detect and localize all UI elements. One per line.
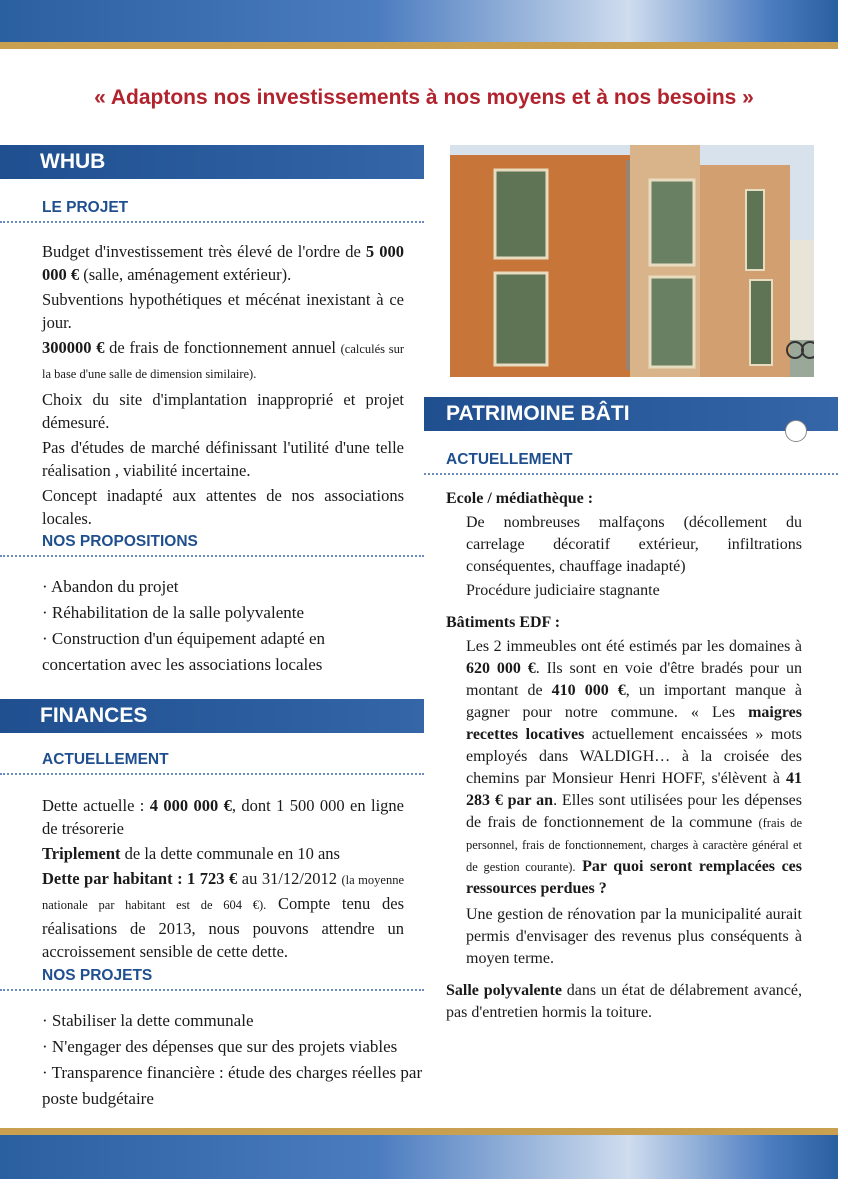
patrimoine-section-header: PATRIMOINE BÂTI [424,397,838,431]
frais-paragraph: 300000 € de frais de fonctionnement annuel (calculés sur la base d'une salle de dimension similaire). [42,338,405,381]
triplement-paragraph: Triplement de la dette communale en 10 ans [42,844,340,863]
salle-paragraph: Salle polyvalente dans un état de délabrement avancé, pas d'entretien hormis la toiture. [446,982,803,1021]
nos-propositions-heading: NOS PROPOSITIONS [0,533,424,557]
list-item: · N'engager des dépenses que sur des projets viables [42,1034,432,1060]
nos-projets-heading: NOS PROJETS [0,967,424,991]
list-item: · Transparence financière : étude des charges réelles par poste budgétaire [42,1060,432,1112]
patrimoine-text [446,488,802,1026]
edf-paragraph: Les 2 immeubles ont été estimés par les domaines à 620 000 €. Ils sont en voie d'être bradés pour un montant de 410 000 €, un important manque à gagner pour notre commune. « Les maigres recettes locatives actuellement encaissées » mots employés dans WALDIGH… à la croisée des chemins par Monsieur Henri HOFF, s'élèvent à 41 283 € par an. Elles sont utilisées pour les dépenses de frais de fonctionnement de la commune (frais de personnel, frais de fonctionnement, charges à caractère général et de gestion courante). Par quoi seront remplacées ces ressources perdues ? [466,638,803,897]
finances-section-header: FINANCES [0,699,424,733]
dette-habitant-paragraph: Dette par habitant : 1 723 € au 31/12/2012 (la moyenne nationale par habitant est de 604 €). Compte tenu des réalisations de 2013, nous pouvons attendre un accroissement sensible de cette dette. [42,869,404,961]
renovation-paragraph: Une gestion de rénovation par la municipalité aurait permis d'envisager des revenus plus conséquents à moyen terme. [466,906,802,967]
propositions-list [42,574,412,678]
whub-projet-text [42,240,404,532]
le-projet-heading: LE PROJET [0,199,424,223]
finances-text [42,794,404,965]
patrimoine-actuellement-heading: ACTUELLEMENT [424,451,838,475]
top-decorative-band [0,0,838,49]
finances-actuellement-heading: ACTUELLEMENT [0,751,424,775]
dette-actuelle-paragraph: Dette actuelle : 4 000 000 €, dont 1 500 000 en ligne de trésorerie [42,796,404,838]
whub-section-header: WHUB [0,145,424,179]
edf-title: Bâtiments EDF : [446,614,561,631]
subventions-paragraph: Subventions hypothétiques et mécénat inexistant à ce jour. [42,290,404,332]
site-paragraph: Choix du site d'implantation inapproprié et projet démesuré. [42,390,404,432]
budget-paragraph: Budget d'investissement très élevé de l'ordre de 5 000 000 € (salle, aménagement extérieur). [42,242,405,284]
ecole-paragraph: De nombreuses malfaçons (décollement du carrelage décoratif extérieur, infiltrations conséquentes, chauffage inadapté) [466,514,802,575]
list-item: · Réhabilitation de la salle polyvalente [42,600,412,626]
punch-hole-circle [785,420,807,442]
ecole-title: Ecole / médiathèque : [446,490,594,507]
procedure-paragraph: Procédure judiciaire stagnante [466,582,660,599]
list-item: · Abandon du projet [42,574,412,600]
concept-paragraph: Concept inadapté aux attentes de nos associations locales. [42,486,404,528]
slogan-title: « Adaptons nos investissements à nos moyens et à nos besoins » [94,86,754,109]
bottom-decorative-band [0,1128,838,1179]
etudes-paragraph: Pas d'études de marché définissant l'utilité d'une telle réalisation , viabilité incertaine. [42,438,404,480]
list-item: · Stabiliser la dette communale [42,1008,432,1034]
projets-list [42,1008,432,1112]
building-photo [450,145,814,377]
list-item: · Construction d'un équipement adapté en concertation avec les associations locales [42,626,412,678]
